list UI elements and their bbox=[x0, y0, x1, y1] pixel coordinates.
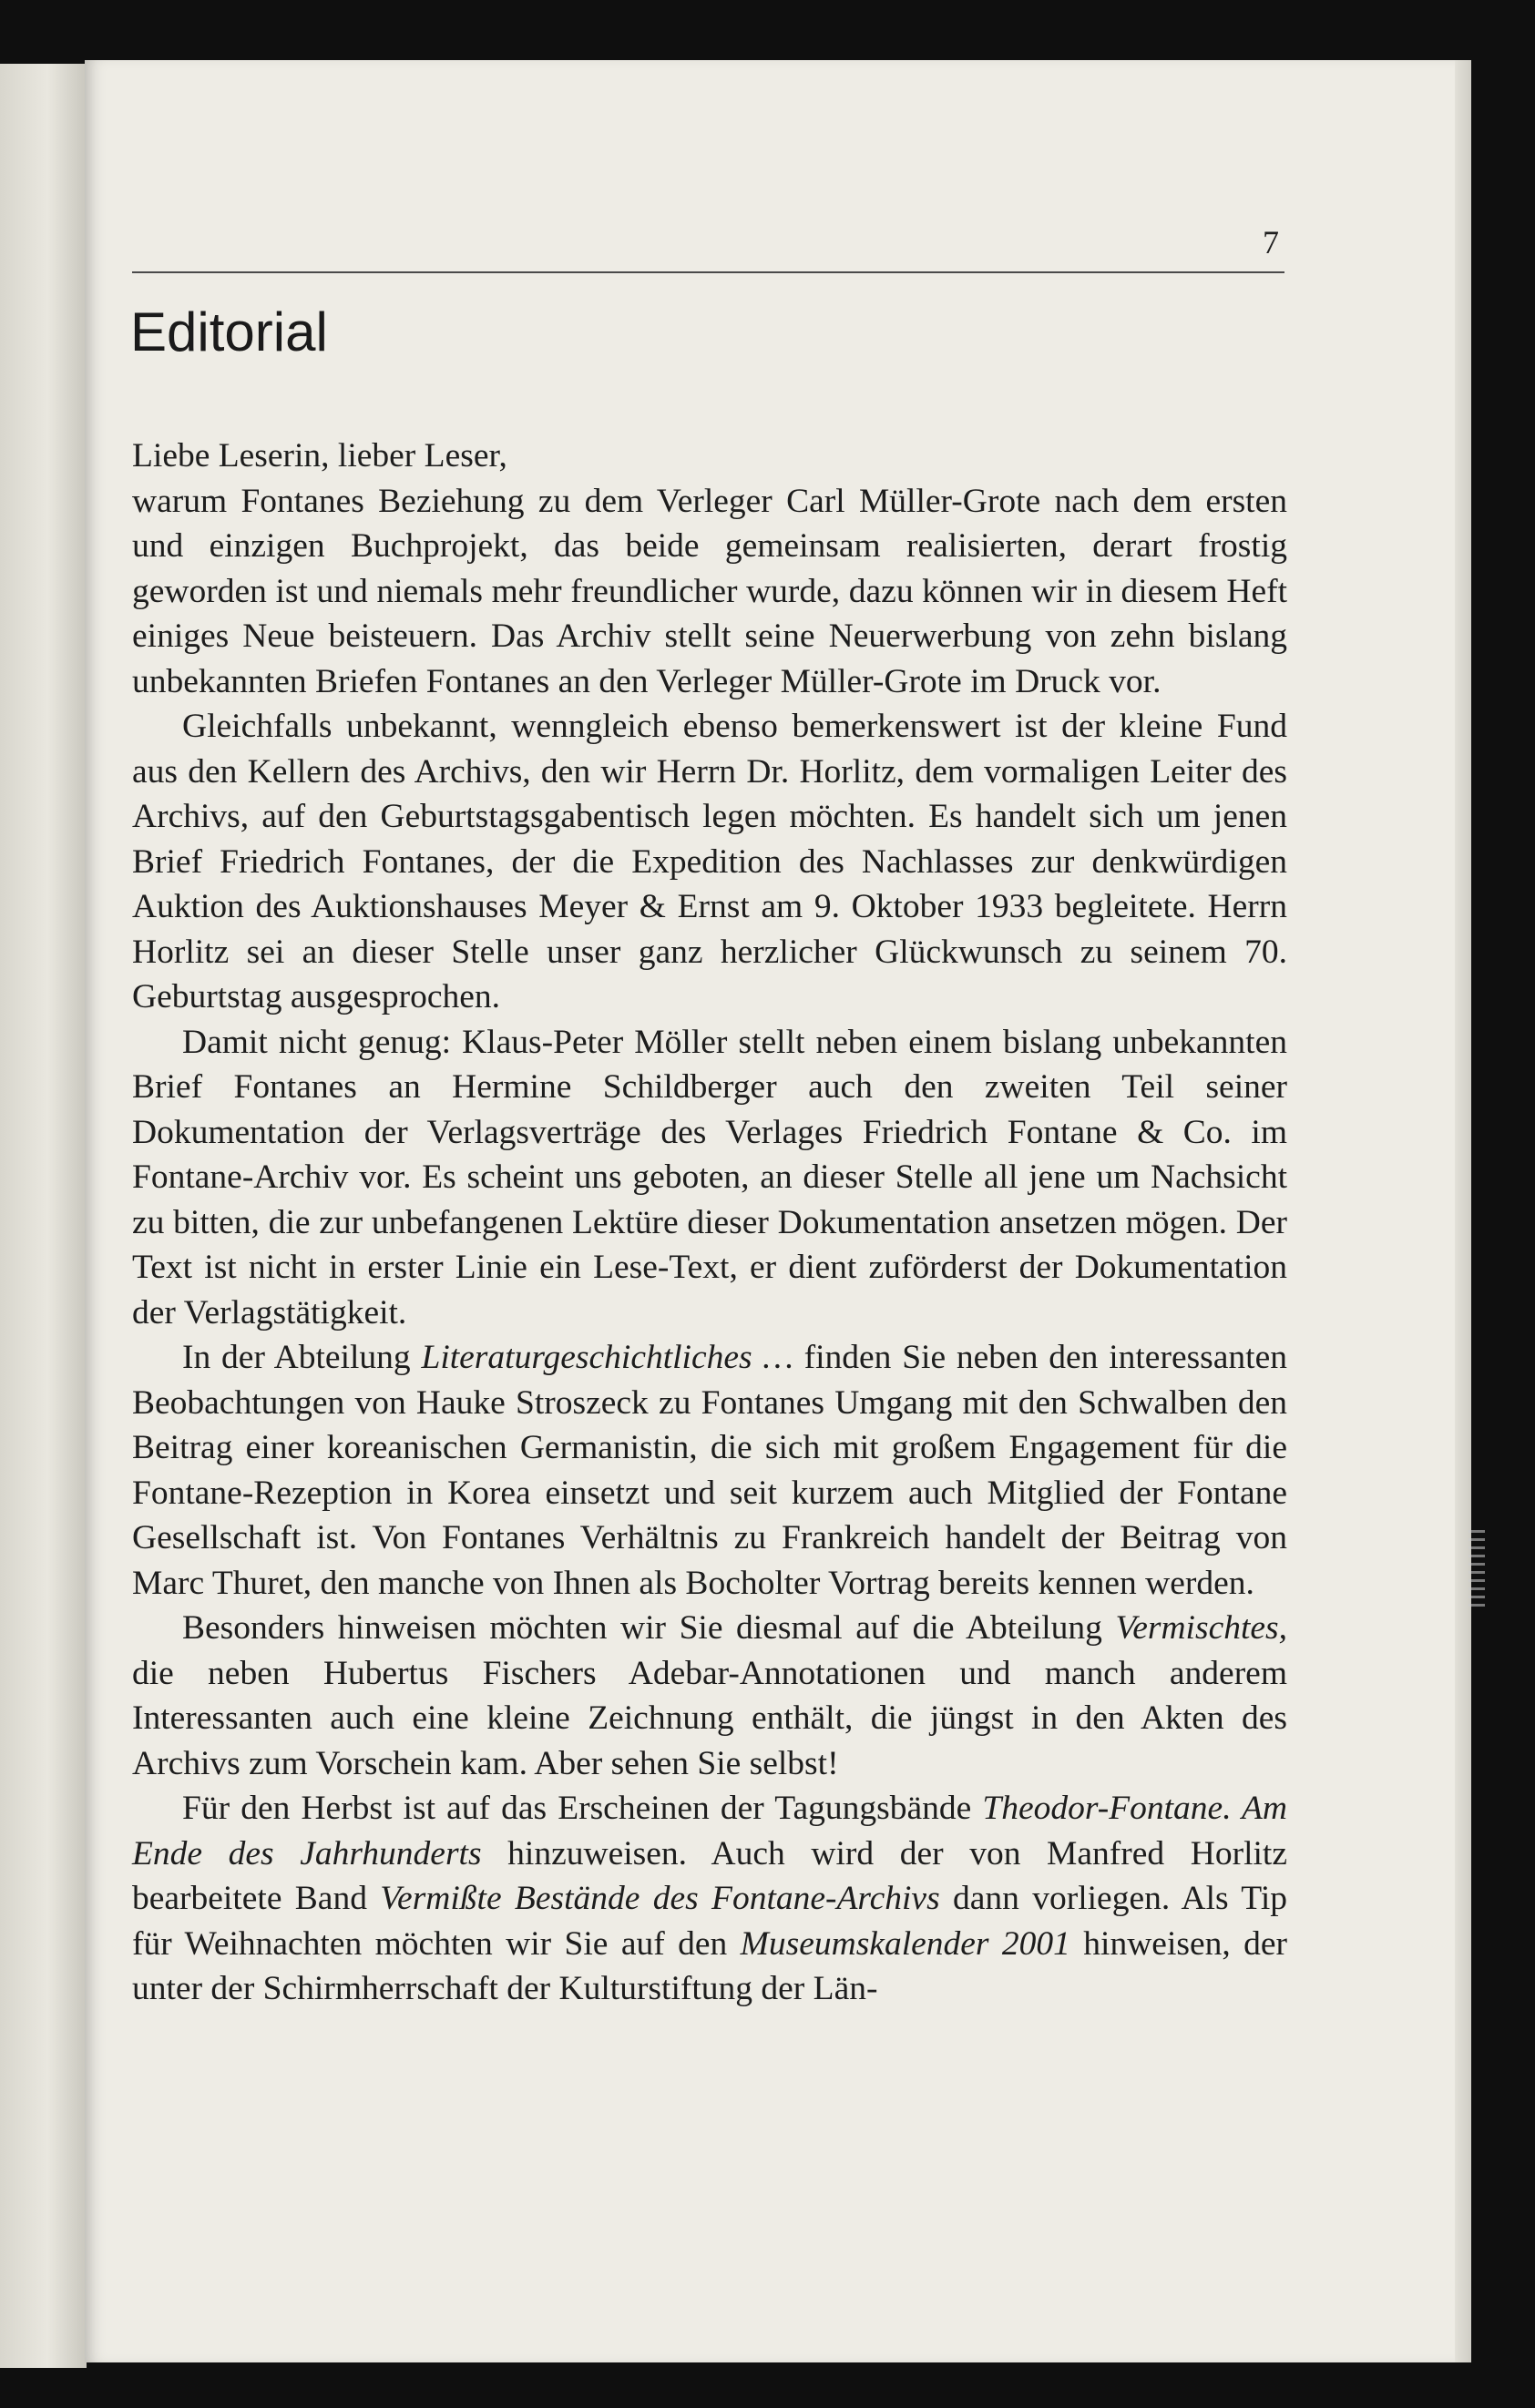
paragraph-4-text-a: In der Abteilung bbox=[182, 1339, 422, 1376]
paragraph-5 bbox=[132, 1606, 1287, 1786]
book-title-museumskalender: Museumskalender 2001 bbox=[740, 1924, 1070, 1963]
page-number: 7 bbox=[1263, 224, 1279, 260]
editorial-body bbox=[132, 434, 1287, 2012]
book-title-vermisste-bestaende: Vermißte Bestände des Fontane-Archivs bbox=[380, 1880, 940, 1917]
paragraph-6 bbox=[132, 1786, 1287, 2012]
page-title: Editorial bbox=[130, 301, 328, 362]
paragraph-4-text-b: finden Sie neben den interessanten Beobachtungen von Hauke Stroszeck zu Fontanes Umgang mit den Schwalben den Beitrag einer koreanischen Germanistin, die sich mit großem Engagement für die Fontane-Rezeption in Korea einsetzt und seit kurzem auch Mitglied der Fontane Gesellschaft ist. Von Fontanes Verhältnis zu Frankreich handelt der Beitrag von Marc Thuret, den manche von Ihnen als Bocholter Vortrag bereits kennen werden. bbox=[132, 1339, 1287, 1602]
section-reference-literaturgeschichtliches: Literaturgeschichtliches … bbox=[421, 1339, 793, 1376]
header-rule bbox=[132, 271, 1284, 273]
paragraph-4 bbox=[132, 1335, 1287, 1606]
paragraph-1: warum Fontanes Beziehung zu dem Verleger Carl Müller-Grote nach dem ersten und einzigen Buchprojekt, das beide gemeinsam realisierten, derart frostig geworden ist und niemals mehr freundlicher wurde, dazu können wir in diesem Heft einiges Neue beisteuern. Das Archiv stellt seine Neuerwerbung von zehn bislang unbekannten Briefen Fontanes an den Verleger Müller-Grote im Druck vor. bbox=[132, 482, 1287, 700]
paragraph-6-text-b: hinzuweisen. Auch wird der von Manfred Horlitz bearbeitete Band bbox=[132, 1834, 1287, 1917]
salutation: Liebe Leserin, lieber Leser, bbox=[132, 437, 507, 474]
paragraph-6-text-c: dann vorliegen. Als Tip für Weihnachten möchten wir Sie auf den bbox=[132, 1880, 1287, 1963]
book-title-tagungsbaende: Theodor-Fontane. Am Ende des Jahrhunderts bbox=[132, 1790, 1287, 1872]
paragraph-6-text-d: hinweisen, der unter der Schirmherrschaft der Kulturstiftung der Län- bbox=[132, 1924, 1287, 2007]
previous-page-edge bbox=[0, 64, 87, 2368]
page-fore-edge bbox=[1455, 60, 1471, 2362]
section-reference-vermischtes: Vermischtes, bbox=[1115, 1609, 1287, 1647]
paragraph-3: Damit nicht genug: Klaus-Peter Möller stellt neben einem bislang unbekannten Brief Fontanes an Hermine Schildberger auch den zweiten Teil seiner Dokumentation der Verlagsverträge des Verlages Friedrich Fontane & Co. im Fontane-Archiv vor. Es scheint uns geboten, an dieser Stelle all jene um Nachsicht zu bitten, die zur unbefangenen Lektüre dieser Dokumentation ansetzen mögen. Der Text ist nicht in erster Linie ein Lese-Text, er dient zuförderst der Dokumentation der Verlagstätigkeit. bbox=[132, 1023, 1287, 1332]
paragraph-2: Gleichfalls unbekannt, wenngleich ebenso bemerkenswert ist der kleine Fund aus den Kellern des Archivs, den wir Herrn Dr. Horlitz, dem vormaligen Leiter des Archivs, auf den Geburtstagsgabentisch legen möchten. Es handelt sich um jenen Brief Friedrich Fontanes, der die Expedition des Nachlasses zur denkwürdigen Auktion des Auktionshauses Meyer & Ernst am 9. Oktober 1933 begleitete. Herrn Horlitz sei an dieser Stelle unser ganz herzlicher Glückwunsch zu seinem 70. Geburtstag ausgesprochen. bbox=[132, 708, 1287, 1015]
paragraph-5-text-b: die neben Hubertus Fischers Adebar-Annotationen und manch anderem Interessanten auch eine kleine Zeichnung enthält, die jüngst in den Akten des Archivs zum Vorschein kam. Aber sehen Sie selbst! bbox=[132, 1654, 1287, 1782]
paragraph-6-text-a: Für den Herbst ist auf das Erscheinen der Tagungsbände bbox=[182, 1790, 983, 1827]
paragraph-5-text-a: Besonders hinweisen möchten wir Sie diesmal auf die Abteilung bbox=[182, 1609, 1116, 1647]
scan-artifact-marks bbox=[1468, 1530, 1485, 1612]
